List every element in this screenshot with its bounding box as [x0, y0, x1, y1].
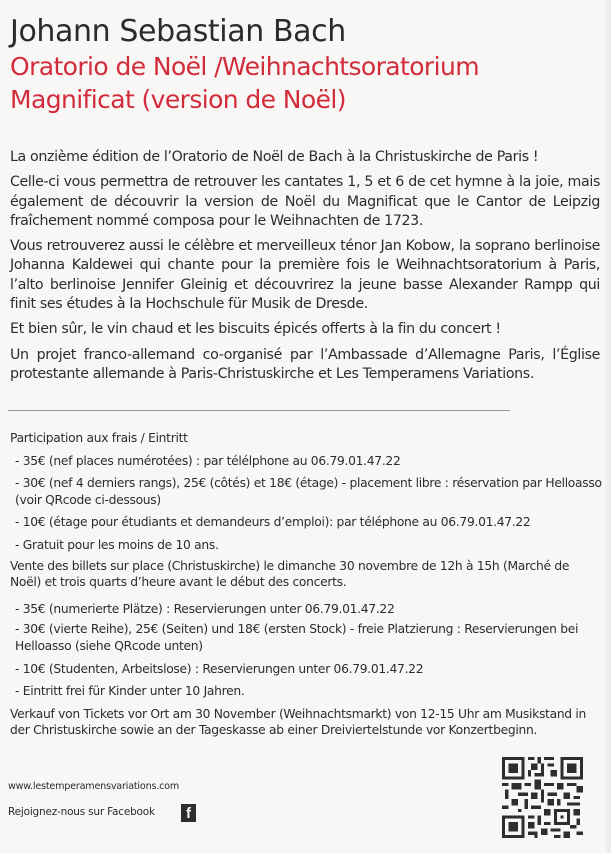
- price-item-fr: - 35€ (nef places numérotées) : par télélphone au 06.79.01.47.22: [15, 453, 401, 468]
- price-item-fr: - Gratuit pour les moins de 10 ans.: [15, 537, 219, 552]
- sales-note-de: Verkauf von Tickets vor Ort am 30 November (Weihnachtsmarkt) von 12-15 Uhr am Musikstand in der Christuskirche sowie an der Tageskasse ab einer Dreiviertelstunde vor Konzertbeginn.: [10, 706, 587, 738]
- price-item-fr: - 10€ (étage pour étudiants et demandeurs d’emploi): par téléphone au 06.79.01.47.22: [15, 515, 531, 530]
- soloists-paragraph: Vous retrouverez aussi le célèbre et merveilleux ténor Jan Kobow, la soprano berlinoise Johanna Kaldewei qui chante pour la première fois le Weihnachtsoratorium à Paris, l’alto berlinoise Jennifer Gleinig et découvrirez la jeune basse Alexander Rampp qui finit ses études à la Hochschule für Musik de Dresde.: [10, 238, 600, 313]
- section-divider: [8, 410, 510, 411]
- description-body: [10, 148, 600, 390]
- facebook-icon[interactable]: f: [181, 804, 196, 822]
- work-title-line-2: Magnificat (version de Noël): [10, 85, 346, 114]
- website-link[interactable]: www.lestemperamensvariations.com: [8, 781, 179, 792]
- price-item-de: - 35€ (numerierte Plätze) : Reservierungen unter 06.79.01.47.22: [15, 601, 395, 616]
- composer-title: Johann Sebastian Bach: [10, 14, 346, 49]
- price-item-fr: - 30€ (nef 4 derniers rangs), 25€ (côtés) et 18€ (étage) - placement libre : réservation par Helloasso (voir QRcode ci-dessous): [15, 476, 602, 507]
- qr-code-icon[interactable]: [502, 757, 583, 838]
- price-item-de: - 10€ (Studenten, Arbeitslose) : Reservierungen unter 06.79.01.47.22: [15, 661, 424, 676]
- prices-heading: Participation aux frais / Eintritt: [10, 431, 188, 445]
- german-prices: [10, 601, 602, 739]
- ticket-prices-section: [10, 430, 602, 749]
- organizers-paragraph: Un projet franco-allemand co-organisé par l’Ambassade d’Allemagne Paris, l’Église protestante allemande à Paris-Christuskirche et Les Temperamens Variations.: [10, 346, 600, 382]
- cantatas-paragraph: Celle-ci vous permettra de retrouver les cantates 1, 5 et 6 de cet hymne à la joie, mais également de découvrir la version de Noël du Magnificat que le Cantor de Leipzig fraîchement nommé composa pour le Weihnachten de 1723.: [10, 174, 600, 229]
- sales-note-fr: Vente des billets sur place (Christuskirche) le dimanche 30 novembre de 12h à 15h (Marché de Noël) et trois quarts d’heure avant le début des concerts.: [10, 558, 570, 590]
- price-item-de: - Eintritt frei für Kinder unter 10 Jahren.: [15, 684, 245, 699]
- page-edge-shadow: [605, 0, 611, 853]
- mulled-wine-paragraph: Et bien sûr, le vin chaud et les biscuits épicés offerts à la fin du concert !: [10, 321, 501, 338]
- price-item-de: - 30€ (vierte Reihe), 25€ (Seiten) und 18€ (ersten Stock) - freie Platzierung : Reservierungen bei Helloasso (siehe QRcode unten): [15, 622, 579, 653]
- intro-paragraph: La onzième édition de l’Oratorio de Noël de Bach à la Christuskirche de Paris !: [10, 149, 539, 165]
- work-title-line-1: Oratorio de Noël /Weihnachtsoratorium: [10, 52, 479, 81]
- facebook-text: Rejoignez-nous sur Facebook: [8, 806, 155, 818]
